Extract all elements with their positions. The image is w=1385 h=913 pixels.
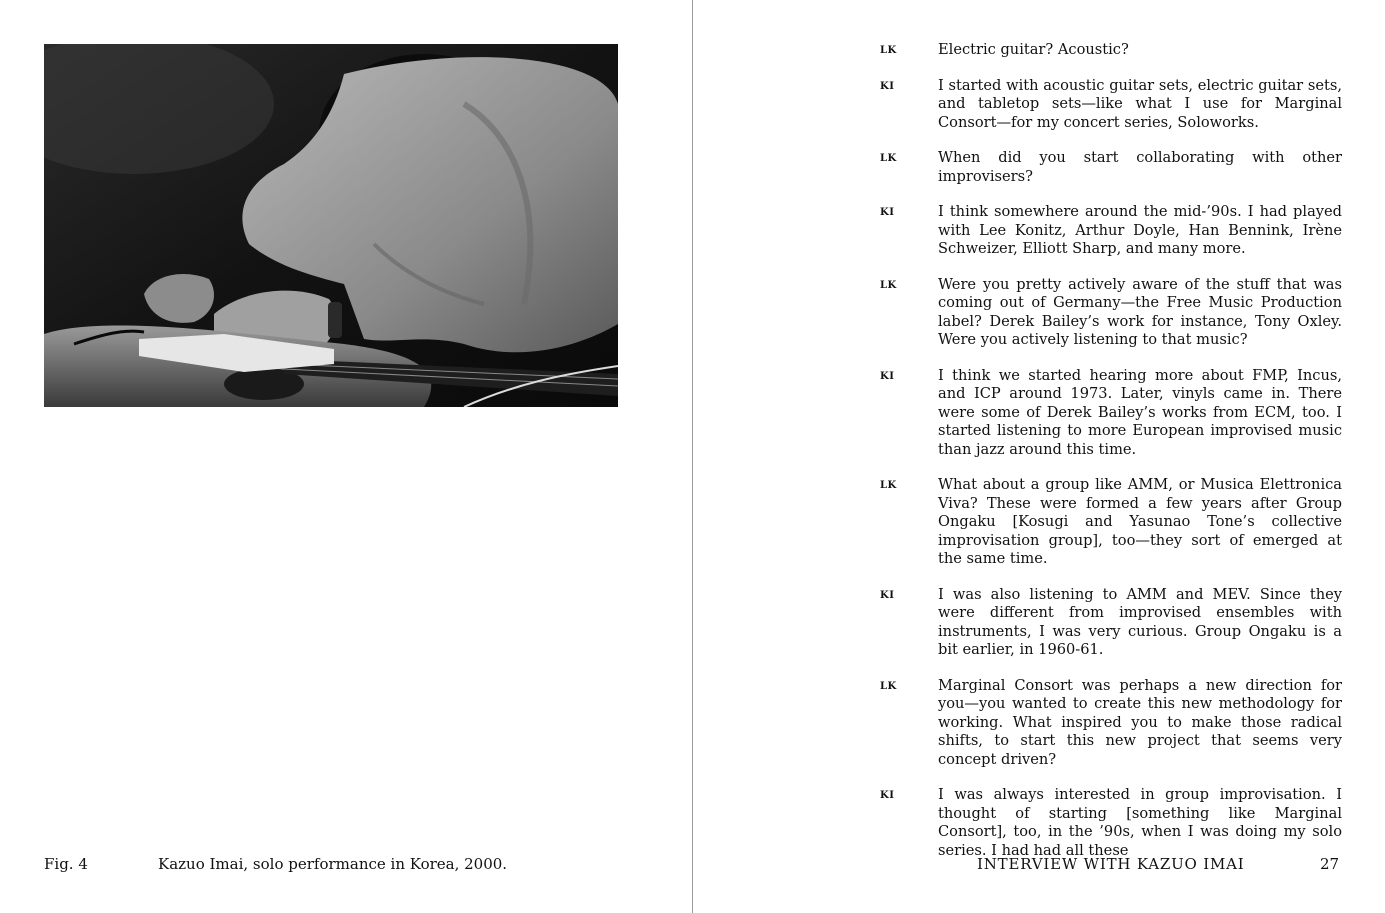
exchange — [880, 476, 1342, 569]
performance-photo — [44, 44, 618, 407]
running-head: INTERVIEW WITH KAZUO IMAI — [977, 855, 1245, 873]
speaker-initials: KI — [880, 80, 895, 92]
exchange — [880, 149, 1342, 186]
exchange-text: I think we started hearing more about FMP, Incus, and ICP around 1973. Later, vinyls came in. There were some of Derek Bailey’s works from ECM, too. I started listening to more European improvised music than jazz around this time. — [938, 366, 1342, 458]
speaker-initials: KI — [880, 589, 895, 601]
speaker-initials: KI — [880, 370, 895, 382]
figure-caption: Kazuo Imai, solo performance in Korea, 2000. — [158, 855, 508, 873]
exchange — [880, 586, 1342, 660]
speaker-initials: LK — [880, 279, 897, 291]
exchange-text: I started with acoustic guitar sets, electric guitar sets, and tabletop sets—like what I use for Marginal Consort—for my concert series, Soloworks. — [938, 76, 1342, 131]
exchange — [880, 276, 1342, 350]
exchange — [880, 786, 1342, 860]
speaker-initials: LK — [880, 680, 897, 692]
exchange-text: Were you pretty actively aware of the stuff that was coming out of Germany—the Free Music Production label? Derek Bailey’s work for instance, Tony Oxley. Were you actively listening to that music? — [938, 275, 1342, 348]
exchange-text: Electric guitar? Acoustic? — [938, 41, 1129, 58]
speaker-initials: LK — [880, 480, 897, 491]
exchange-text: I think somewhere around the mid-’90s. I had played with Lee Konitz, Arthur Doyle, Han Bennink, Irène Schweizer, Elliott Sharp, and many more. — [938, 203, 1342, 257]
exchange — [880, 367, 1342, 460]
right-page — [693, 0, 1385, 913]
left-page — [0, 0, 692, 913]
speaker-initials: KI — [880, 790, 895, 801]
exchange — [880, 41, 1342, 60]
exchange-text: What about a group like AMM, or Musica Elettronica Viva? These were formed a few years after Group Ongaku [Kosugi and Yasunao Tone’s collective improvisation group], too—they sort of emerged at the same time. — [938, 476, 1342, 567]
exchange-text: I was always interested in group improvisation. I thought of starting [something like Marginal Consort], too, in the ’90s, when I was doing my solo series. I had had all these — [938, 786, 1342, 859]
exchange — [880, 77, 1342, 133]
interview-transcript — [880, 41, 1342, 877]
performance-photo-illustration — [44, 44, 618, 407]
figure-label: Fig. 4 — [44, 855, 88, 873]
exchange-text: When did you start collaborating with other improvisers? — [938, 149, 1342, 185]
page-number: 27 — [1320, 855, 1340, 873]
exchange — [880, 203, 1342, 259]
speaker-initials: LK — [880, 45, 897, 56]
exchange — [880, 677, 1342, 770]
speaker-initials: KI — [880, 207, 895, 218]
speaker-initials: LK — [880, 153, 897, 164]
exchange-text: I was also listening to AMM and MEV. Since they were different from improvised ensembles with instruments, I was very curious. Group Ongaku is a bit earlier, in 1960-61. — [938, 585, 1342, 658]
exchange-text: Marginal Consort was perhaps a new direction for you—you wanted to create this new methodology for working. What inspired you to make those radical shifts, to start this new project that seems very concept driven? — [938, 676, 1342, 768]
